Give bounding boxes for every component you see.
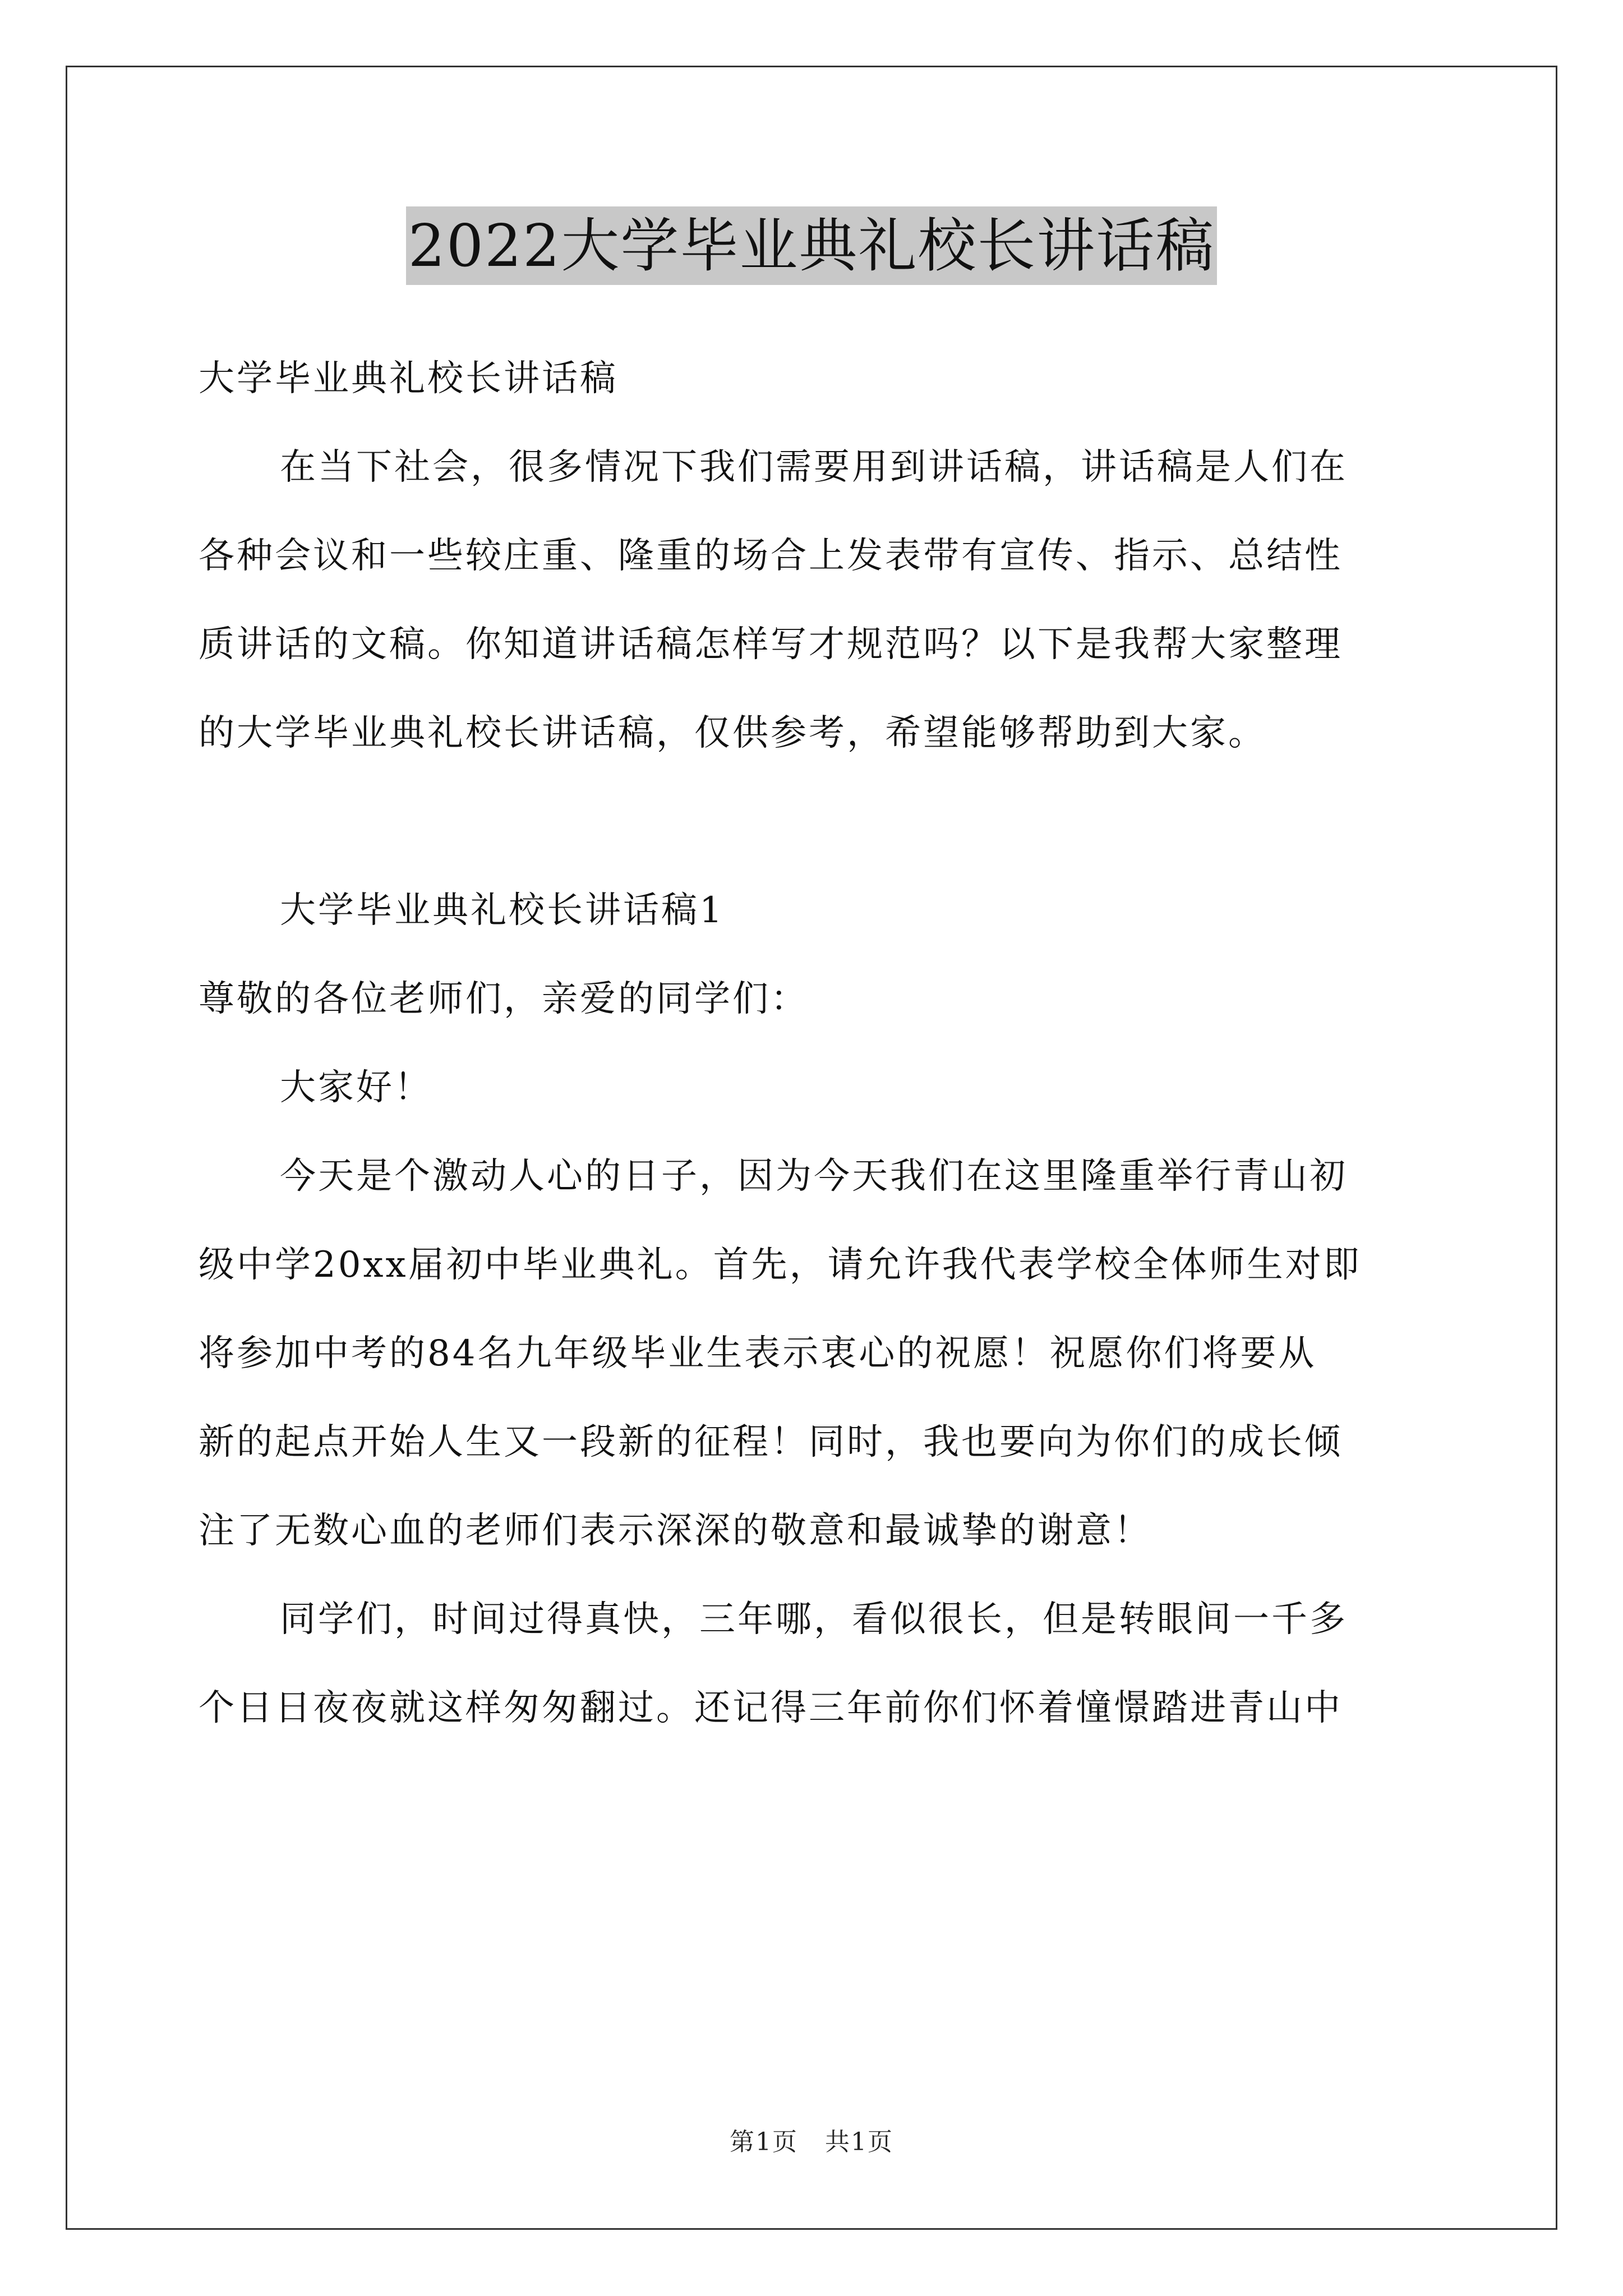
page-footer	[0, 2122, 1623, 2157]
blank-line	[199, 785, 1432, 874]
paragraph-line: 在当下社会，很多情况下我们需要用到讲话稿，讲话稿是人们在	[280, 447, 1348, 488]
greeting-line: 大家好！	[280, 1067, 432, 1108]
paragraph-line: 注了无数心血的老师们表示深深的敬意和最诚挚的谢意！	[199, 1510, 1152, 1552]
subtitle-line: 大学毕业典礼校长讲话稿	[199, 358, 618, 399]
document-title: 2022大学毕业典礼校长讲话稿	[406, 206, 1218, 285]
title-container	[0, 206, 1623, 285]
paragraph-line: 今天是个激动人心的日子，因为今天我们在这里隆重举行青山初	[280, 1156, 1348, 1197]
paragraph-line: 个日日夜夜就这样匆匆翻过。还记得三年前你们怀着憧憬踏进青山中	[199, 1687, 1343, 1729]
paragraph-line: 质讲话的文稿。你知道讲话稿怎样写才规范吗？以下是我帮大家整理	[199, 624, 1343, 665]
page-current: 第1页	[730, 2128, 799, 2156]
paragraph-line: 各种会议和一些较庄重、隆重的场合上发表带有宣传、指示、总结性	[199, 535, 1343, 577]
document-body	[199, 342, 1432, 1760]
section-heading: 大学毕业典礼校长讲话稿1	[280, 890, 725, 931]
paragraph-line: 级中学20xx届初中毕业典礼。首先，请允许我代表学校全体师生对即	[199, 1244, 1362, 1286]
salutation-line: 尊敬的各位老师们，亲爱的同学们：	[199, 978, 809, 1020]
paragraph-line: 新的起点开始人生又一段新的征程！同时，我也要向为你们的成长倾	[199, 1421, 1343, 1463]
page-total: 共1页	[824, 2128, 893, 2156]
paragraph-line: 同学们，时间过得真快，三年哪，看似很长，但是转眼间一千多	[280, 1599, 1348, 1640]
paragraph-line: 将参加中考的84名九年级毕业生表示衷心的祝愿！祝愿你们将要从	[199, 1333, 1317, 1374]
paragraph-line: 的大学毕业典礼校长讲话稿，仅供参考，希望能够帮助到大家。	[199, 712, 1266, 754]
